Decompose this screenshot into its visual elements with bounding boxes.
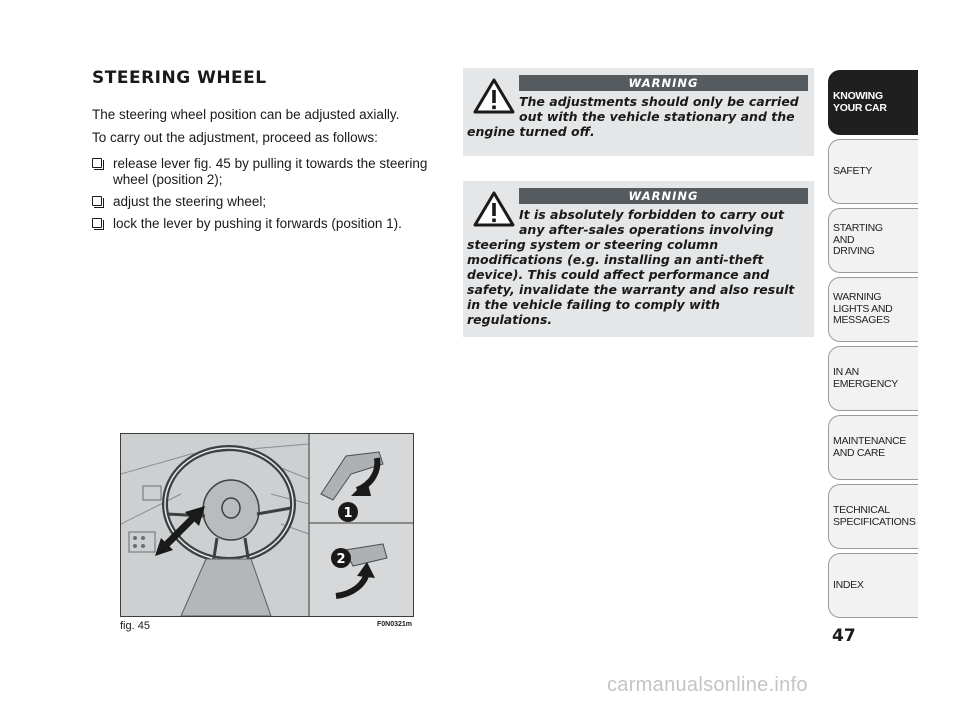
warning-text: It is absolutely forbidden to carry out any after-sales operations involving steering system or steering column modifications (e.g. installing an anti-theft device). This could affect performance and safety, invalidate the warranty and also result in the vehicle failing to comply with regulations. — [467, 207, 795, 327]
steps-list — [92, 156, 442, 238]
tab-knowing-your-car[interactable]: KNOWING YOUR CAR — [828, 70, 918, 135]
tab-warning-lights[interactable]: WARNING LIGHTS AND MESSAGES — [828, 277, 918, 342]
figure-code: F0N0321m — [377, 621, 413, 628]
tab-safety[interactable]: SAFETY — [828, 139, 918, 204]
tab-starting-and-driving[interactable]: STARTING AND DRIVING — [828, 208, 918, 273]
list-item: adjust the steering wheel; — [92, 194, 442, 210]
checkbox-bullet-icon — [92, 218, 102, 228]
list-item: lock the lever by pushing it forwards (position 1). — [92, 216, 442, 232]
position-2-label: 2 — [336, 552, 346, 567]
list-item: release lever fig. 45 by pulling it towards the steering wheel (position 2); — [92, 156, 442, 188]
figure-label: fig. 45 — [120, 620, 150, 632]
intro-text: The steering wheel position can be adjusted axially. — [92, 107, 400, 122]
tab-index[interactable]: INDEX — [828, 553, 918, 618]
steering-wheel-illustration — [121, 434, 413, 616]
checkbox-bullet-icon — [92, 196, 102, 206]
warning-text: The adjustments should only be carried out with the vehicle stationary and the engine turned off. — [467, 94, 799, 139]
warning-header: WARNING — [519, 188, 808, 204]
tab-maintenance[interactable]: MAINTENANCE AND CARE — [828, 415, 918, 480]
section-title: STEERING WHEEL — [92, 68, 267, 88]
steering-wheel-figure — [120, 433, 414, 617]
warning-box-1 — [463, 68, 814, 156]
page-number: 47 — [832, 626, 856, 646]
tab-in-an-emergency[interactable]: IN AN EMERGENCY — [828, 346, 918, 411]
checkbox-bullet-icon — [92, 158, 102, 168]
warning-box-2 — [463, 181, 814, 337]
warning-header: WARNING — [519, 75, 808, 91]
tab-technical-specifications[interactable]: TECHNICAL SPECIFICATIONS — [828, 484, 918, 549]
watermark: carmanualsonline.info — [607, 674, 808, 696]
procedure-intro: To carry out the adjustment, proceed as follows: — [92, 130, 378, 145]
position-1-label: 1 — [343, 506, 353, 521]
